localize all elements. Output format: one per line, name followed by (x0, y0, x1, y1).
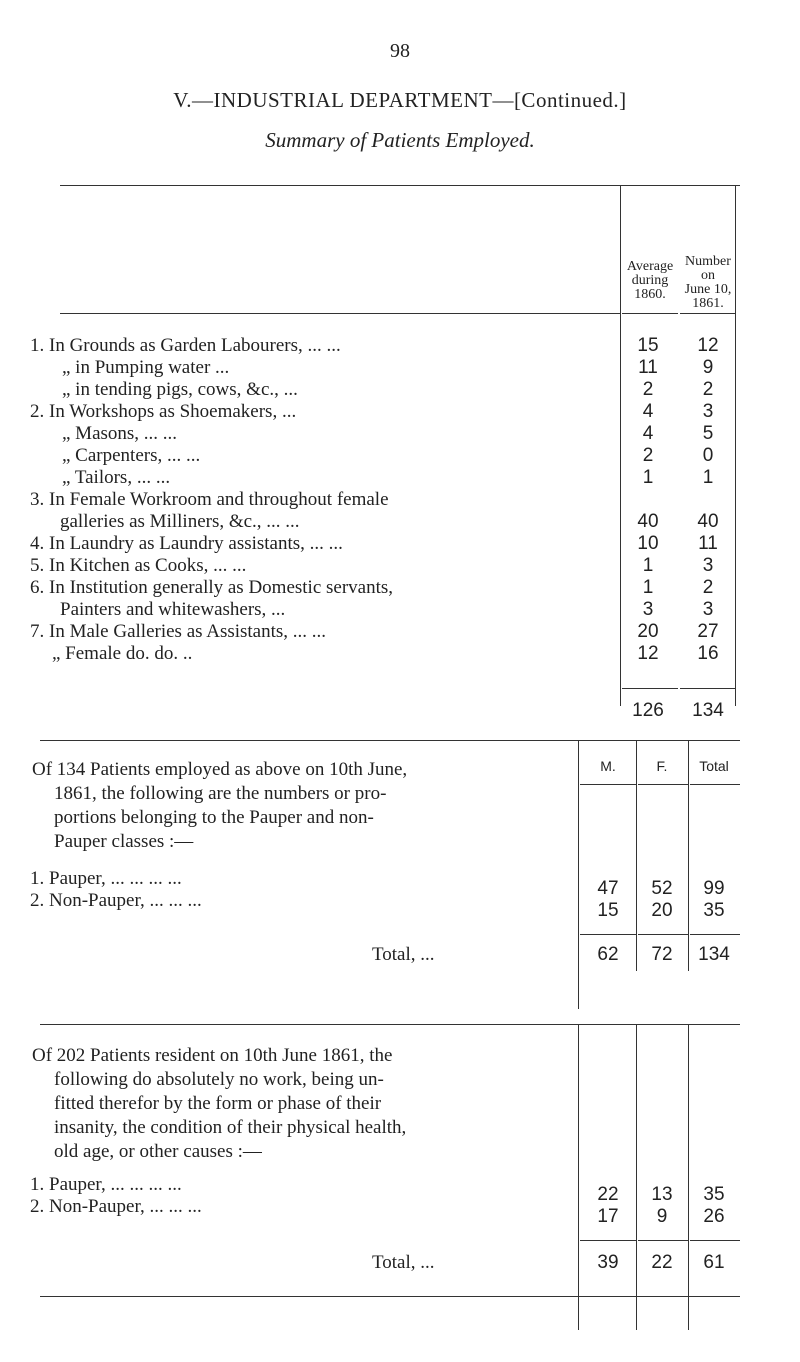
total-label: Total, ... (372, 1252, 435, 1273)
cell-average: 40 (637, 511, 659, 532)
cell-total: 35 (703, 900, 725, 921)
table-row-label: 2. Non-Pauper, ... ... ... (30, 890, 202, 911)
table-row-label: „ Female do. do. .. (52, 643, 193, 664)
table-row-label: 3. In Female Workroom and throughout female (30, 489, 389, 510)
cell-number: 1 (702, 467, 714, 488)
cell-males: 22 (597, 1184, 619, 1205)
rule (636, 1025, 637, 1330)
cell-average: 12 (637, 643, 659, 664)
table-row-label: 5. In Kitchen as Cooks, ... ... (30, 555, 247, 576)
page-number: 98 (390, 40, 410, 62)
cell-number: 0 (702, 445, 714, 466)
col-header-average: Average during 1860. (626, 259, 674, 302)
cell-number: 11 (698, 533, 718, 554)
rule (636, 741, 637, 971)
cell-males: 17 (597, 1206, 619, 1227)
rule (60, 185, 740, 186)
cell-average: 2 (642, 379, 654, 400)
total-average: 126 (632, 700, 664, 721)
rule (688, 1025, 689, 1330)
rule (622, 688, 678, 689)
table-row-label: 1. Pauper, ... ... ... ... (30, 1174, 182, 1195)
cell-number: 2 (702, 379, 714, 400)
table-row-label: „ Tailors, ... ... (62, 467, 171, 488)
cell-average: 1 (642, 577, 654, 598)
cell-average: 4 (642, 423, 654, 444)
page-heading: V.—INDUSTRIAL DEPARTMENT—[Continued.] (173, 88, 627, 112)
cell-average: 10 (637, 533, 659, 554)
cell-males: 47 (597, 878, 619, 899)
col-header-number: Number on June 10, 1861. (684, 254, 732, 311)
cell-males: 15 (597, 900, 619, 921)
cell-average: 1 (642, 467, 654, 488)
table-row-label: 6. In Institution generally as Domestic servants, (30, 577, 394, 598)
cell-number: 40 (697, 511, 719, 532)
col-header-males: M. (600, 758, 616, 774)
rule (638, 784, 688, 785)
cell-number: 27 (697, 621, 719, 642)
cell-number: 3 (702, 599, 714, 620)
rule (638, 934, 688, 935)
intro-paragraph: Of 202 Patients resident on 10th June 1861, the following do absolutely no work, being un- fitted therefor by the form or phase of their insanity, the condition of their physical health, old age, or other causes :— (32, 1045, 407, 1162)
cell-females: 9 (656, 1206, 668, 1227)
cell-average: 11 (638, 357, 658, 378)
cell-average: 3 (642, 599, 654, 620)
cell-number: 3 (702, 555, 714, 576)
col-header-females: F. (656, 758, 668, 774)
table-row-label: 2. Non-Pauper, ... ... ... (30, 1196, 202, 1217)
total-females: 22 (651, 1252, 673, 1273)
rule (580, 1240, 636, 1241)
total-all: 134 (698, 944, 730, 965)
rule (578, 1025, 579, 1330)
cell-average: 20 (637, 621, 659, 642)
table-row-label: Painters and whitewashers, ... (60, 599, 286, 620)
rule (40, 1024, 740, 1025)
rule (690, 784, 740, 785)
rule (622, 313, 678, 314)
table-row-label: 7. In Male Galleries as Assistants, ... ... (30, 621, 327, 642)
cell-number: 12 (697, 335, 719, 356)
cell-number: 5 (702, 423, 714, 444)
rule (690, 1240, 740, 1241)
cell-total: 99 (703, 878, 725, 899)
total-females: 72 (651, 944, 673, 965)
rule (580, 784, 636, 785)
cell-females: 13 (651, 1184, 673, 1205)
rule (680, 313, 736, 314)
rule (690, 934, 740, 935)
cell-number: 3 (702, 401, 714, 422)
rule (60, 313, 620, 314)
cell-number: 16 (697, 643, 719, 664)
table-row-label: 2. In Workshops as Shoemakers, ... (30, 401, 297, 422)
rule (638, 1240, 688, 1241)
cell-females: 20 (651, 900, 673, 921)
cell-total: 26 (703, 1206, 725, 1227)
total-males: 62 (597, 944, 619, 965)
cell-average: 4 (642, 401, 654, 422)
total-label: Total, ... (372, 944, 435, 965)
cell-total: 35 (703, 1184, 725, 1205)
rule (688, 741, 689, 971)
rule (578, 741, 579, 1009)
cell-average: 2 (642, 445, 654, 466)
total-males: 39 (597, 1252, 619, 1273)
rule (680, 688, 736, 689)
cell-females: 52 (651, 878, 673, 899)
cell-average: 15 (637, 335, 659, 356)
total-number: 134 (692, 700, 724, 721)
table-row-label: „ in Pumping water ... (62, 357, 230, 378)
table-row-label: „ Carpenters, ... ... (62, 445, 201, 466)
table-row-label: 4. In Laundry as Laundry assistants, ... ... (30, 533, 343, 554)
table-row-label: galleries as Milliners, &c., ... ... (60, 511, 300, 532)
page-subheading: Summary of Patients Employed. (265, 128, 535, 152)
intro-paragraph: Of 134 Patients employed as above on 10th June, 1861, the following are the numbers or pro- portions belonging to the Pauper and non- Pauper classes :— (32, 759, 408, 852)
rule (40, 1296, 740, 1297)
cell-number: 2 (702, 577, 714, 598)
table-row-label: „ Masons, ... ... (62, 423, 178, 444)
rule (40, 740, 740, 741)
total-all: 61 (703, 1252, 725, 1273)
col-header-total: Total (699, 758, 729, 774)
cell-number: 9 (702, 357, 714, 378)
table-row-label: „ in tending pigs, cows, &c., ... (62, 379, 298, 400)
cell-average: 1 (642, 555, 654, 576)
rule (580, 934, 636, 935)
table-row-label: 1. In Grounds as Garden Labourers, ... ... (30, 335, 341, 356)
table-row-label: 1. Pauper, ... ... ... ... (30, 868, 182, 889)
